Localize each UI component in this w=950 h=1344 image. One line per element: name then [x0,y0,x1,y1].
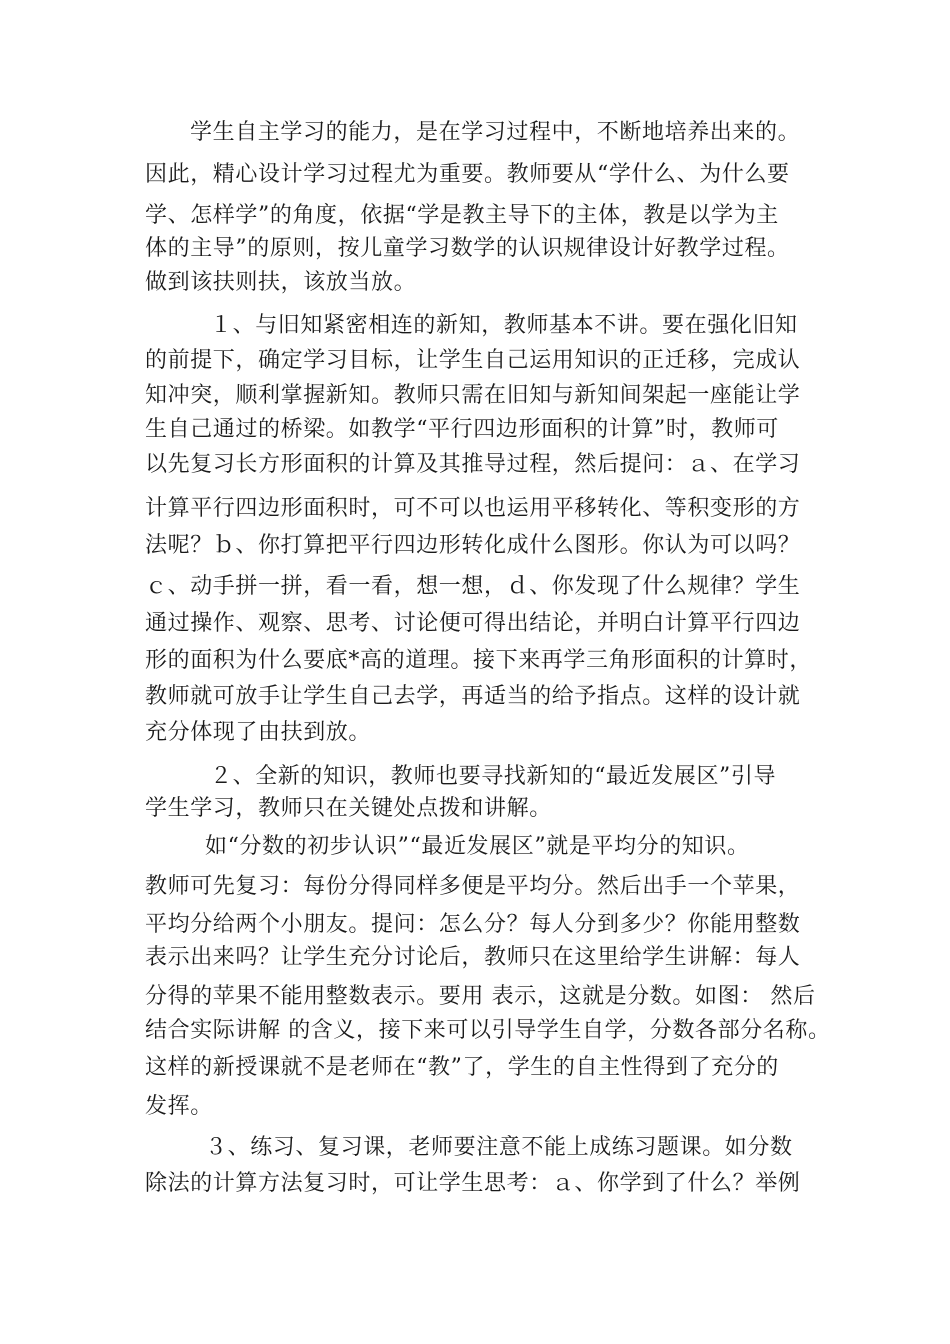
text-line: 发挥。 [145,1094,213,1119]
text-line: 知冲突，顺利掌握新知。教师只需在旧知与新知间架起一座能让学 [145,383,801,408]
text-line: ２、全新的知识，教师也要寻找新知的“最近发展区”引导 [210,764,777,789]
text-line: 计算平行四边形面积时，可不可以也运用平移转化、等积变形的方 [145,496,801,521]
text-line: 结合实际讲解 的含义，接下来可以引导学生自学，分数各部分名称。 [145,1018,831,1043]
text-line: 的前提下，确定学习目标，让学生自己运用知识的正迁移，完成认 [145,348,801,373]
text-line: 学生学习，教师只在关键处点拨和讲解。 [145,796,552,821]
text-line: 形的面积为什么要底*高的道理。接下来再学三角形面积的计算时， [145,648,813,673]
text-line: 通过操作、观察、思考、讨论便可得出结论，并明白计算平行四边 [145,611,801,636]
text-line: 表示出来吗？让学生充分讨论后，教师只在这里给学生讲解：每人 [145,945,801,970]
text-line: １、与旧知紧密相连的新知，教师基本不讲。要在强化旧知 [210,313,798,338]
text-line: 因此，精心设计学习过程尤为重要。教师要从“学什么、为什么要 [145,162,790,187]
text-line: ３、练习、复习课，老师要注意不能上成练习题课。如分数 [205,1135,793,1160]
text-line: 教师就可放手让学生自己去学，再适当的给予指点。这样的设计就 [145,684,801,709]
text-line: 这样的新授课就不是老师在“教”了，学生的自主性得到了充分的 [145,1055,779,1080]
text-line: 平均分给两个小朋友。提问：怎么分？每人分到多少？你能用整数 [145,912,801,937]
text-line: 充分体现了由扶到放。 [145,720,372,745]
text-line: 学、怎样学”的角度，依据“学是教主导下的主体，教是以学为主 [145,203,779,228]
text-line: ｃ、动手拼一拼，看一看，想一想，ｄ、你发现了什么规律？学生 [145,574,801,599]
text-line: 以先复习长方形面积的计算及其推导过程，然后提问：ａ、在学习 [145,452,801,477]
text-line: 生自己通过的桥梁。如教学“平行四边形面积的计算”时，教师可 [145,417,779,442]
text-line: 体的主导”的原则，按儿童学习数学的认识规律设计好教学过程。 [145,236,790,261]
text-line: 教师可先复习：每份分得同样多便是平均分。然后出手一个苹果， [145,874,801,899]
text-line: 法呢？ｂ、你打算把平行四边形转化成什么图形。你认为可以吗？ [145,533,801,558]
text-line: 做到该扶则扶，该放当放。 [145,270,417,295]
text-line: 如“分数的初步认识”“最近发展区”就是平均分的知识。 [205,834,750,859]
text-line: 分得的苹果不能用整数表示。要用 表示，这就是分数。如图： 然后 [145,984,816,1009]
text-line: 除法的计算方法复习时，可让学生思考：ａ、你学到了什么？举例 [145,1171,801,1196]
text-line: 学生自主学习的能力，是在学习过程中，不断地培养出来的。 [190,120,801,145]
